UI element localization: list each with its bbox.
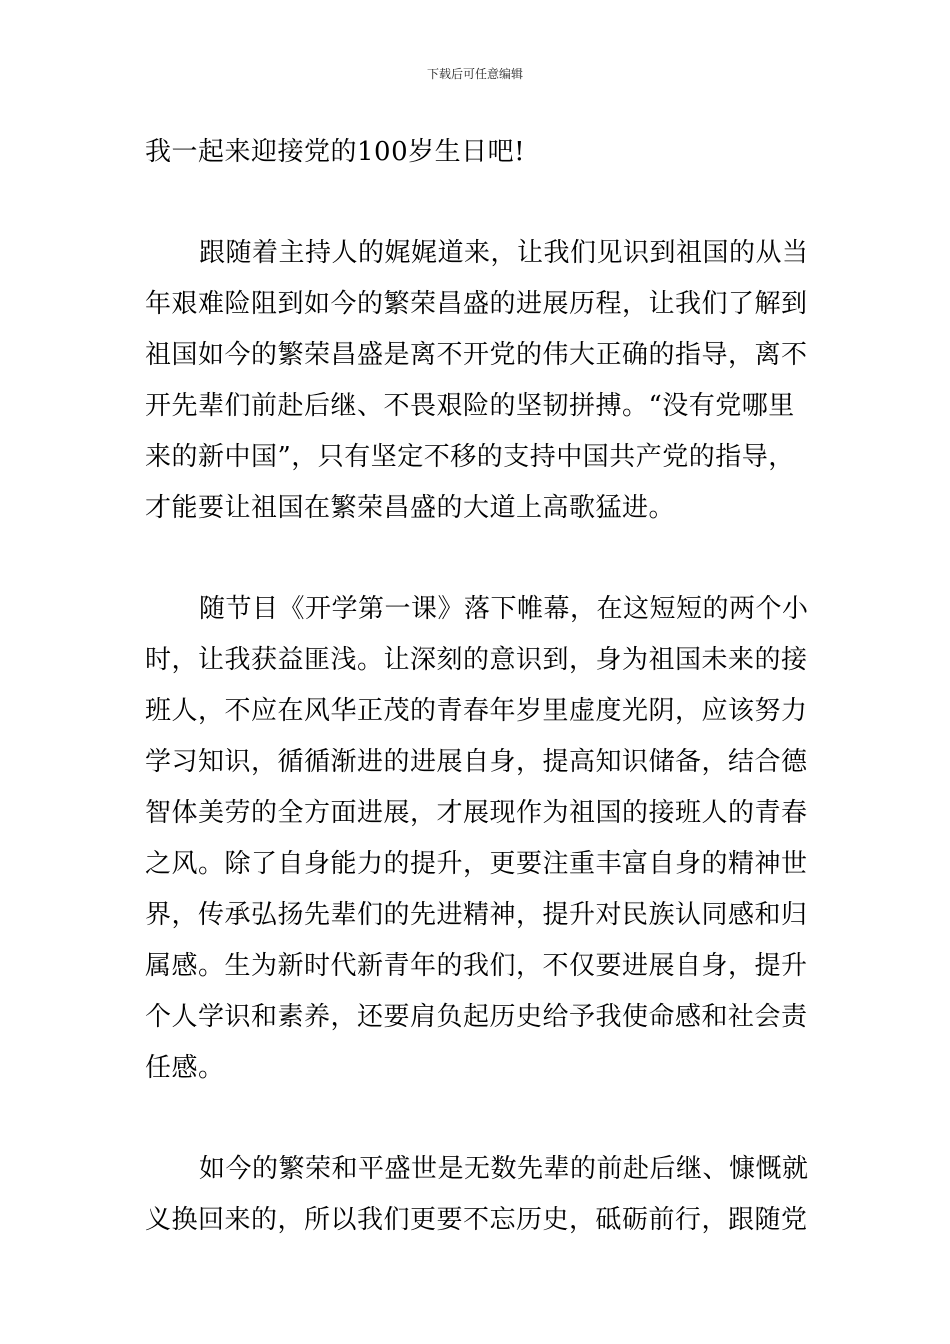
paragraph-line: 班人，不应在风华正茂的青春年岁里虚度光阴，应该努力: [145, 696, 808, 726]
paragraph-2: [145, 228, 810, 534]
paragraph-line: 任感。: [145, 1053, 225, 1083]
paragraph-line: 时，让我获益匪浅。让深刻的意识到，身为祖国未来的接: [145, 645, 808, 675]
paragraph-gap: [145, 1094, 810, 1144]
document-body: [145, 127, 810, 1246]
paragraph-gap: [145, 178, 810, 228]
paragraph-line: 属感。生为新时代新青年的我们，不仅要进展自身，提升: [145, 951, 808, 981]
paragraph-line: 个人学识和素养，还要肩负起历史给予我使命感和社会责: [145, 1002, 808, 1032]
paragraph-3: [145, 584, 810, 1094]
paragraph-line: 智体美劳的全方面进展，才展现作为祖国的接班人的青春: [145, 798, 808, 828]
paragraph-1: [145, 127, 810, 178]
paragraph-4: [145, 1144, 810, 1246]
paragraph-line: 才能要让祖国在繁荣昌盛的大道上高歌猛进。: [145, 493, 676, 523]
paragraph-line: 开先辈们前赴后继、不畏艰险的坚韧拼搏。“没有党哪里: [145, 391, 795, 421]
paragraph-line: 学习知识，循循渐进的进展自身，提高知识储备，结合德: [145, 747, 808, 777]
paragraph-line: 之风。除了自身能力的提升，更要注重丰富自身的精神世: [145, 849, 808, 879]
paragraph-line: 随节目《开学第一课》落下帷幕，在这短短的两个小: [199, 594, 809, 624]
paragraph-line: 来的新中国”，只有坚定不移的支持中国共产党的指导，: [145, 442, 795, 472]
paragraph-line: 义换回来的，所以我们更要不忘历史，砥砺前行，跟随党: [145, 1205, 808, 1235]
paragraph-line: 祖国如今的繁荣昌盛是离不开党的伟大正确的指导，离不: [145, 340, 808, 370]
paragraph-line: 我一起来迎接党的100岁生日吧!: [145, 137, 526, 167]
paragraph-line: 年艰难险阻到如今的繁荣昌盛的进展历程，让我们了解到: [145, 289, 808, 319]
header-note: 下载后可任意编辑: [426, 67, 523, 81]
paragraph-gap: [145, 534, 810, 584]
paragraph-line: 如今的繁荣和平盛世是无数先辈的前赴后继、慷慨就: [199, 1154, 809, 1184]
paragraph-line: 跟随着主持人的娓娓道来，让我们见识到祖国的从当: [199, 238, 809, 268]
paragraph-line: 界，传承弘扬先辈们的先进精神，提升对民族认同感和归: [145, 900, 808, 930]
